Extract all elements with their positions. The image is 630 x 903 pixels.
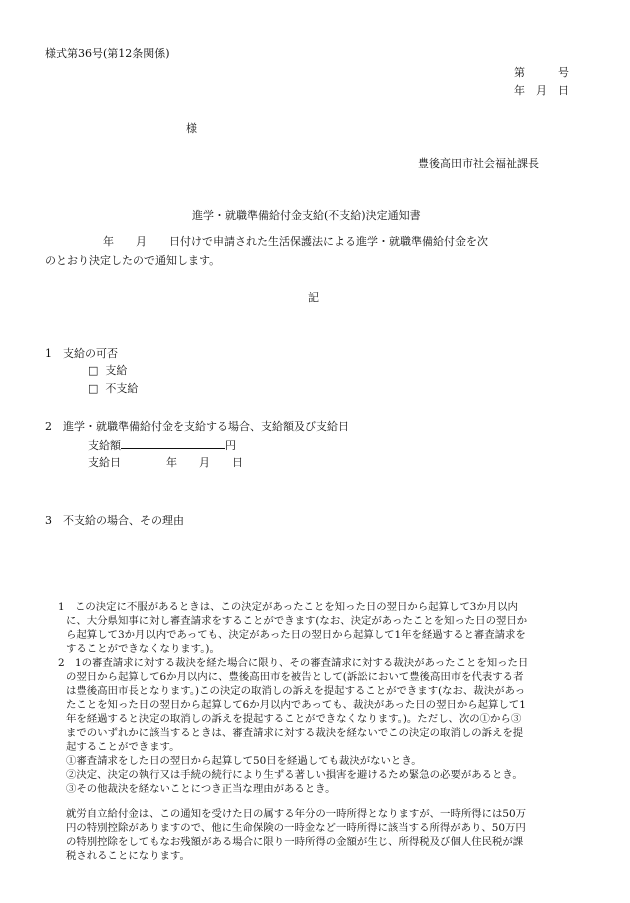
issue-date-label: 年 月 日 [514,84,569,97]
note-2-line-1: 2 1の審査請求に対する裁決を経た場合に限り、その審査請求に対する裁決があったことを知った日 [58,657,529,669]
ki-marker: 記 [308,291,319,304]
amount-blank [121,436,225,449]
payment-date-parts: 年 月 日 [166,456,243,469]
checkbox-icon: □ [88,382,99,395]
note-2-line-2: の翌日から起算して6か月以内に、豊後高田市を被告として(訴訟において豊後高田市を代表する者 [66,671,524,683]
condition-3: ③その他裁決を経ないことにつき正当な理由があるとき。 [66,783,336,795]
recipient-suffix: 様 [186,122,197,135]
intro-line-2: のとおり決定したので通知します。 [45,254,221,267]
section-2-heading: 2 進学・就職準備給付金を支給する場合、支給額及び支給日 [45,420,349,433]
payment-date-label: 支給日 [88,456,121,469]
intro-line-1: 年 月 日付けで申請された生活保護法による進学・就職準備給付金を次 [103,235,488,248]
note-1-line-3: ら起算して3か月以内であっても、決定があった日の翌日から起算して1年を経過すると審査請求を [66,629,526,641]
note-1-line-1: 1 この決定に不服があるときは、この決定があったことを知った日の翌日から起算して3か月以内 [58,601,518,613]
note-2-line-7: 起することができます。 [66,741,180,753]
note-2-line-4: たことを知った日の翌日から起算して6か月以内であっても、裁決があった日の翌日から起算して1 [66,699,526,711]
section-1-heading: 1 支給の可否 [45,347,118,360]
option-shikyu [88,362,127,378]
condition-2: ②決定、決定の執行又は手続の続行により生ずる著しい損害を避けるため緊急の必要があるとき。 [66,769,523,781]
note-1-line-4: することができなくなります。)。 [66,643,220,655]
amount-unit: 円 [225,439,236,452]
payment-amount-row [88,436,236,453]
footer-line-4: 税されることになります。 [66,850,190,862]
condition-1: ①審査請求をした日の翌日から起算して50日を経過しても裁決がないとき。 [66,755,422,767]
form-number: 様式第36号(第12条関係) [45,47,170,60]
option-label: 不支給 [105,382,139,395]
footer-line-2: 円の特別控除がありますので、他に生命保険の一時金など一時所得に該当する所得があり、50万円 [66,822,526,834]
payment-date-row [88,454,243,470]
note-1-line-2: に、大分県知事に対し審査請求をすることができます(なお、決定があったことを知った日の翌日か [66,615,528,627]
checkbox-icon: □ [88,364,99,377]
amount-label: 支給額 [88,439,121,452]
note-2-line-3: は豊後高田市長となります。)この決定の取消しの訴えを提起することができます(なお、裁決があっ [66,685,526,697]
note-2-line-5: 年を経過すると決定の取消しの訴えを提起することができなくなります。)。ただし、次の①から③ [66,713,522,725]
document-number-label: 第 号 [514,66,569,79]
note-2-line-6: までのいずれかに該当するときは、審査請求に対する裁決を経ないでこの決定の取消しの訴えを提 [66,727,524,739]
footer-line-3: の特別控除をしてもなお残額がある場合に限り一時所得の金額が生じ、所得税及び個人住民税が課 [66,836,524,848]
section-3-heading: 3 不支給の場合、その理由 [45,514,184,527]
option-label: 支給 [105,364,128,377]
sender-name: 豊後高田市社会福祉課長 [418,157,539,170]
footer-line-1: 就労自立給付金は、この通知を受けた日の属する年分の一時所得となりますが、一時所得には50万 [66,808,527,820]
option-fushikyu [88,380,138,396]
document-title: 進学・就職準備給付金支給(不支給)決定通知書 [192,209,421,222]
